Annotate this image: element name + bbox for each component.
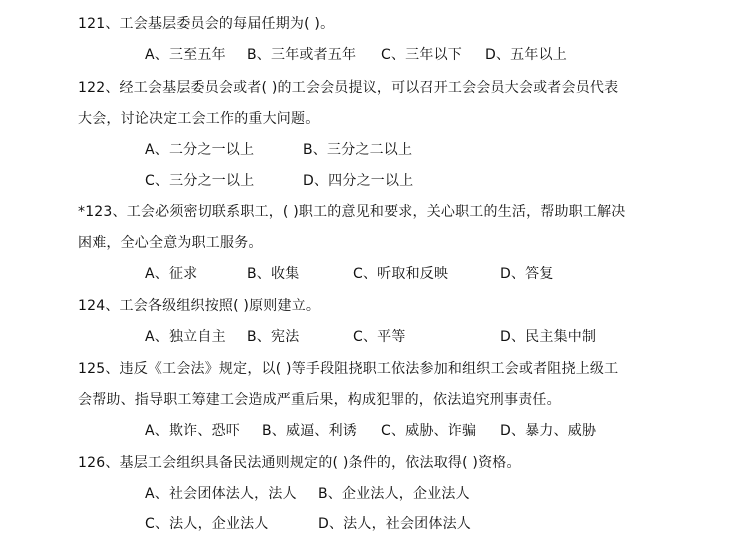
question-125-line2: 会帮助、指导职工筹建工会造成严重后果，构成犯罪的，依法追究刑事责任。: [78, 392, 561, 408]
option-126-b: B、企业法人，企业法人: [318, 486, 470, 502]
option-126-d: D、法人，社会团体法人: [318, 516, 471, 532]
question-124: 124、工会各级组织按照( )原则建立。: [78, 298, 321, 314]
option-121-d: D、五年以上: [485, 47, 567, 63]
option-126-c: C、法人，企业法人: [145, 516, 269, 532]
option-125-d: D、暴力、威胁: [500, 423, 597, 439]
question-122-line1: 122、经工会基层委员会或者( )的工会会员提议，可以召开工会会员大会或者会员代表: [78, 80, 619, 96]
option-123-d: D、答复: [500, 266, 554, 282]
option-126-a: A、社会团体法人，法人: [145, 486, 297, 502]
question-122-line2: 大会，讨论决定工会工作的重大问题。: [78, 111, 320, 127]
question-123-line1: *123、工会必须密切联系职工，( )职工的意见和要求，关心职工的生活，帮助职工解决: [78, 204, 626, 220]
option-124-d: D、民主集中制: [500, 329, 597, 345]
option-124-b: B、宪法: [247, 329, 300, 345]
option-123-a: A、征求: [145, 266, 198, 282]
question-123-line2: 困难，全心全意为职工服务。: [78, 235, 263, 251]
option-121-a: A、三至五年: [145, 47, 226, 63]
option-121-c: C、三年以下: [381, 47, 462, 63]
option-122-b: B、三分之二以上: [303, 142, 413, 158]
option-124-a: A、独立自主: [145, 329, 226, 345]
option-123-c: C、听取和反映: [353, 266, 449, 282]
question-126: 126、基层工会组织具备民法通则规定的( )条件的，依法取得( )资格。: [78, 455, 521, 471]
option-122-d: D、四分之一以上: [303, 173, 414, 189]
option-125-c: C、威胁、诈骗: [381, 423, 477, 439]
question-125-line1: 125、违反《工会法》规定，以( )等手段阻挠职工依法参加和组织工会或者阻挠上级工: [78, 361, 619, 377]
option-125-b: B、威逼、利诱: [262, 423, 358, 439]
option-122-a: A、二分之一以上: [145, 142, 255, 158]
option-123-b: B、收集: [247, 266, 300, 282]
option-125-a: A、欺诈、恐吓: [145, 423, 240, 439]
option-122-c: C、三分之一以上: [145, 173, 255, 189]
question-121: 121、工会基层委员会的每届任期为( )。: [78, 16, 335, 32]
option-124-c: C、平等: [353, 329, 406, 345]
option-121-b: B、三年或者五年: [247, 47, 357, 63]
